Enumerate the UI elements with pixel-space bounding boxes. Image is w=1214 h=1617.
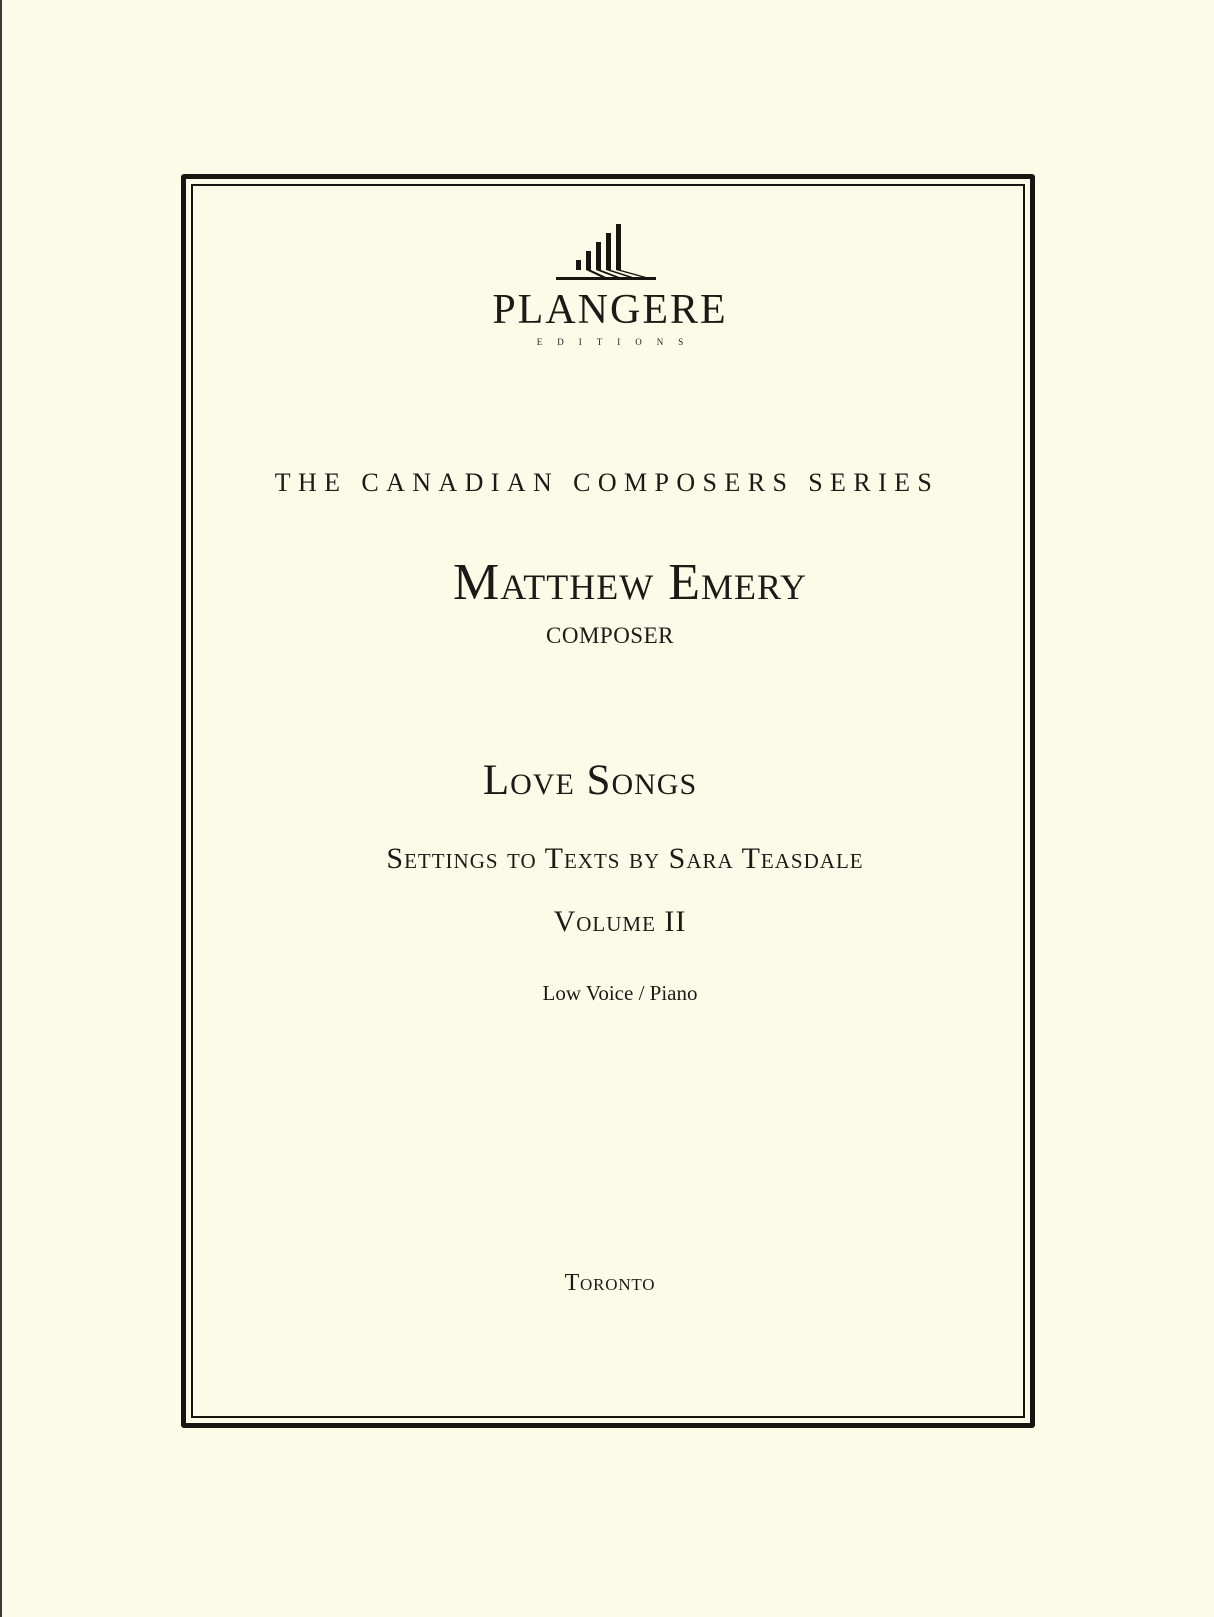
organ-pipes-icon xyxy=(556,220,674,286)
composer-role: COMPOSER xyxy=(546,623,674,648)
series-title: THE CANADIAN COMPOSERS SERIES xyxy=(274,468,940,497)
work-title: Love Songs xyxy=(482,757,698,804)
page-left-edge xyxy=(0,0,2,1617)
publisher-name: PLANGERE xyxy=(492,287,728,333)
work-subtitle: Settings to Texts by Sara Teasdale xyxy=(386,842,864,875)
publisher-subline: EDITIONS xyxy=(536,337,699,347)
composer-name: Matthew Emery xyxy=(453,554,807,611)
publication-city: Toronto xyxy=(564,1270,656,1296)
voicing-label: Low Voice / Piano xyxy=(542,981,698,1005)
volume-label: Volume II xyxy=(553,905,687,938)
